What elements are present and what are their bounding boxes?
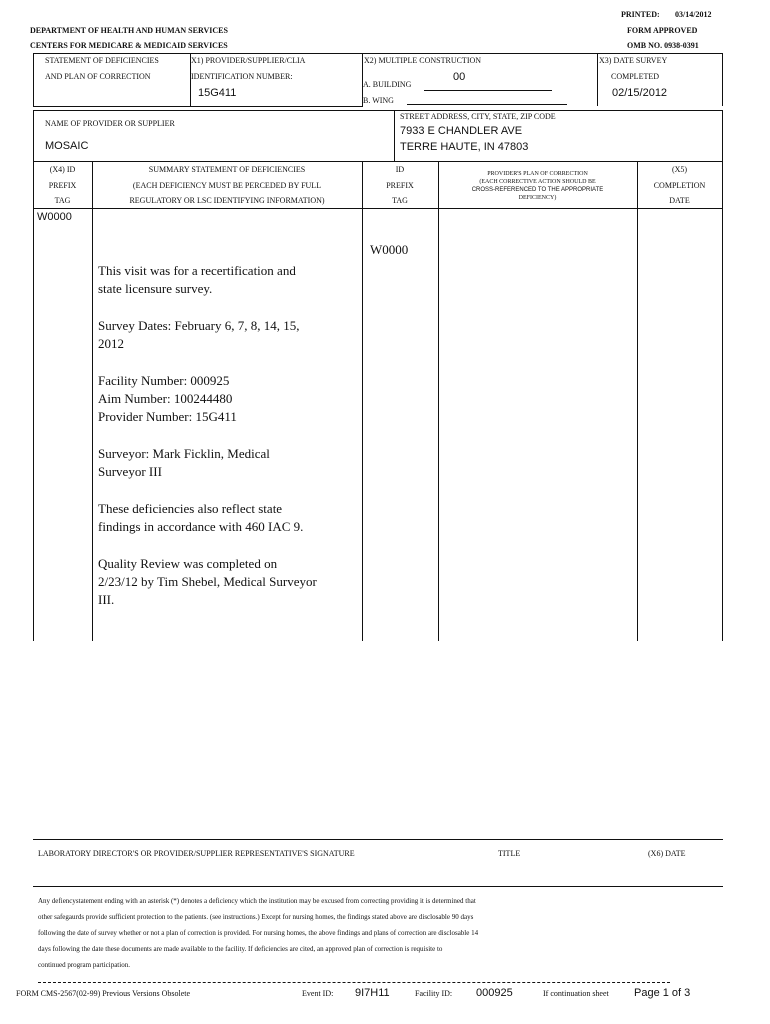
form-number: FORM CMS-2567(02-99) Previous Versions Obsolete [16, 989, 191, 998]
x5-label-2: COMPLETION [653, 181, 706, 190]
facility-id-value: 000925 [476, 987, 513, 999]
paragraph-line: Survey Dates: February 6, 7, 8, 14, 15, [98, 318, 300, 333]
summary-label-1: SUMMARY STATEMENT OF DEFICIENCIES [148, 165, 306, 174]
printed-label: PRINTED: [621, 10, 660, 19]
paragraph-line: Provider Number: 15G411 [98, 409, 237, 424]
building-value: 00 [453, 71, 466, 83]
plan-label-3: CROSS-REFERENCED TO THE APPROPRIATE [471, 187, 604, 193]
disclaimer-line: following the date of survey whether or not a plan of correction is provided. For nursing homes, the above findings and plans of correction are disclosable 14 [38, 929, 479, 937]
id-label-1: ID [395, 165, 405, 174]
statement-label-2: AND PLAN OF CORRECTION [45, 72, 151, 81]
paragraph-line: Facility Number: 000925 [98, 373, 230, 388]
left-tag: W0000 [37, 211, 72, 223]
paragraph [98, 445, 360, 481]
provider-name-label: NAME OF PROVIDER OR SUPPLIER [45, 119, 175, 128]
paragraph-line: 2/23/12 by Tim Shebel, Medical Surveyor [98, 574, 317, 589]
paragraph [98, 317, 360, 353]
paragraph-line: Surveyor III [98, 464, 162, 479]
paragraph-line: Surveyor: Mark Ficklin, Medical [98, 446, 270, 461]
x5-label-1: (X5) [671, 165, 688, 174]
paragraph-line: This visit was for a recertification and [98, 263, 296, 278]
x1-label-1: X1) PROVIDER/SUPPLIER/CLIA [191, 56, 306, 65]
id-label-3: TAG [392, 196, 408, 205]
paragraph-line: Aim Number: 100244480 [98, 391, 233, 406]
wing-label: B. WING [363, 96, 394, 105]
paragraph-line: These deficiencies also reflect state [98, 501, 283, 516]
disclaimer-line: days following the date these documents are made available to the facility. If deficiencies are cited, an approved plan of correction is requisite to [38, 945, 443, 953]
id-label-2: PREFIX [386, 181, 414, 190]
paragraph-line: Quality Review was completed on [98, 556, 278, 571]
x1-label-2: IDENTIFICATION NUMBER: [191, 72, 293, 81]
centers-title: CENTERS FOR MEDICARE & MEDICAID SERVICES [30, 41, 228, 50]
x5-label-3: DATE [669, 196, 690, 205]
x3-label-2: COMPLETED [611, 72, 659, 81]
disclaimer-line: Any defiencystatement ending with an asterisk (*) denotes a deficiency which the institution may be excused from correcting providing it is determined that [38, 897, 476, 905]
facility-id-label: Facility ID: [415, 989, 453, 998]
event-id-value: 9I7H11 [355, 987, 390, 999]
summary-label-3: REGULATORY OR LSC IDENTIFYING INFORMATION) [129, 196, 325, 205]
printed-date: 03/14/2012 [675, 10, 712, 19]
department-title: DEPARTMENT OF HEALTH AND HUMAN SERVICES [30, 26, 228, 35]
x4-label-2: PREFIX [48, 181, 77, 190]
survey-date-value: 02/15/2012 [612, 87, 668, 99]
paragraph-line: III. [98, 592, 115, 607]
plan-label-2: (EACH CORRECTIVE ACTION SHOULD BE [479, 179, 596, 185]
paragraph [98, 262, 360, 298]
right-tag: W0000 [370, 242, 409, 257]
paragraph [98, 500, 360, 536]
x3-label-1: X3) DATE SURVEY [599, 56, 668, 65]
paragraph-line: state licensure survey. [98, 281, 213, 296]
title-label: TITLE [498, 849, 521, 858]
page-number: Page 1 of 3 [634, 987, 691, 999]
provider-name-value: MOSAIC [45, 140, 89, 152]
director-signature-label: LABORATORY DIRECTOR'S OR PROVIDER/SUPPLIER REPRESENTATIVE'S SIGNATURE [38, 849, 355, 858]
event-id-label: Event ID: [302, 989, 334, 998]
summary-paragraphs [98, 262, 360, 609]
disclaimer-line: other safegaurds provide sufficient protection to the patients. (see instructions.) Except for nursing homes, the findings stated above are disclosable 90 days [38, 913, 474, 921]
x6-date-label: (X6) DATE [648, 849, 686, 858]
summary-label-2: (EACH DEFICIENCY MUST BE PERCEDED BY FULL [132, 181, 322, 190]
disclaimer-line: continued program participation. [38, 961, 130, 969]
statement-label-1: STATEMENT OF DEFICIENCIES [45, 56, 159, 65]
disclaimer [38, 893, 718, 973]
continuation-label: If continuation sheet [543, 989, 609, 998]
plan-label-4: DEFICIENCY) [518, 195, 557, 201]
x4-label-1: (X4) ID [49, 165, 76, 174]
address-line-2: TERRE HAUTE, IN 47803 [400, 141, 529, 153]
address-label: STREET ADDRESS, CITY, STATE, ZIP CODE [400, 112, 556, 121]
building-label: A. BUILDING [363, 80, 412, 89]
plan-label-1: PROVIDER'S PLAN OF CORRECTION [487, 171, 588, 177]
x2-label: X2) MULTIPLE CONSTRUCTION [364, 56, 482, 65]
omb-number: OMB NO. 0938-0391 [627, 41, 699, 50]
paragraph-line: 2012 [98, 336, 124, 351]
paragraph [98, 555, 360, 609]
paragraph [98, 372, 360, 426]
paragraph-line: findings in accordance with 460 IAC 9. [98, 519, 304, 534]
x4-label-3: TAG [54, 196, 71, 205]
provider-id-value: 15G411 [198, 87, 237, 99]
address-line-1: 7933 E CHANDLER AVE [400, 125, 523, 137]
form-approved: FORM APPROVED [627, 26, 698, 35]
